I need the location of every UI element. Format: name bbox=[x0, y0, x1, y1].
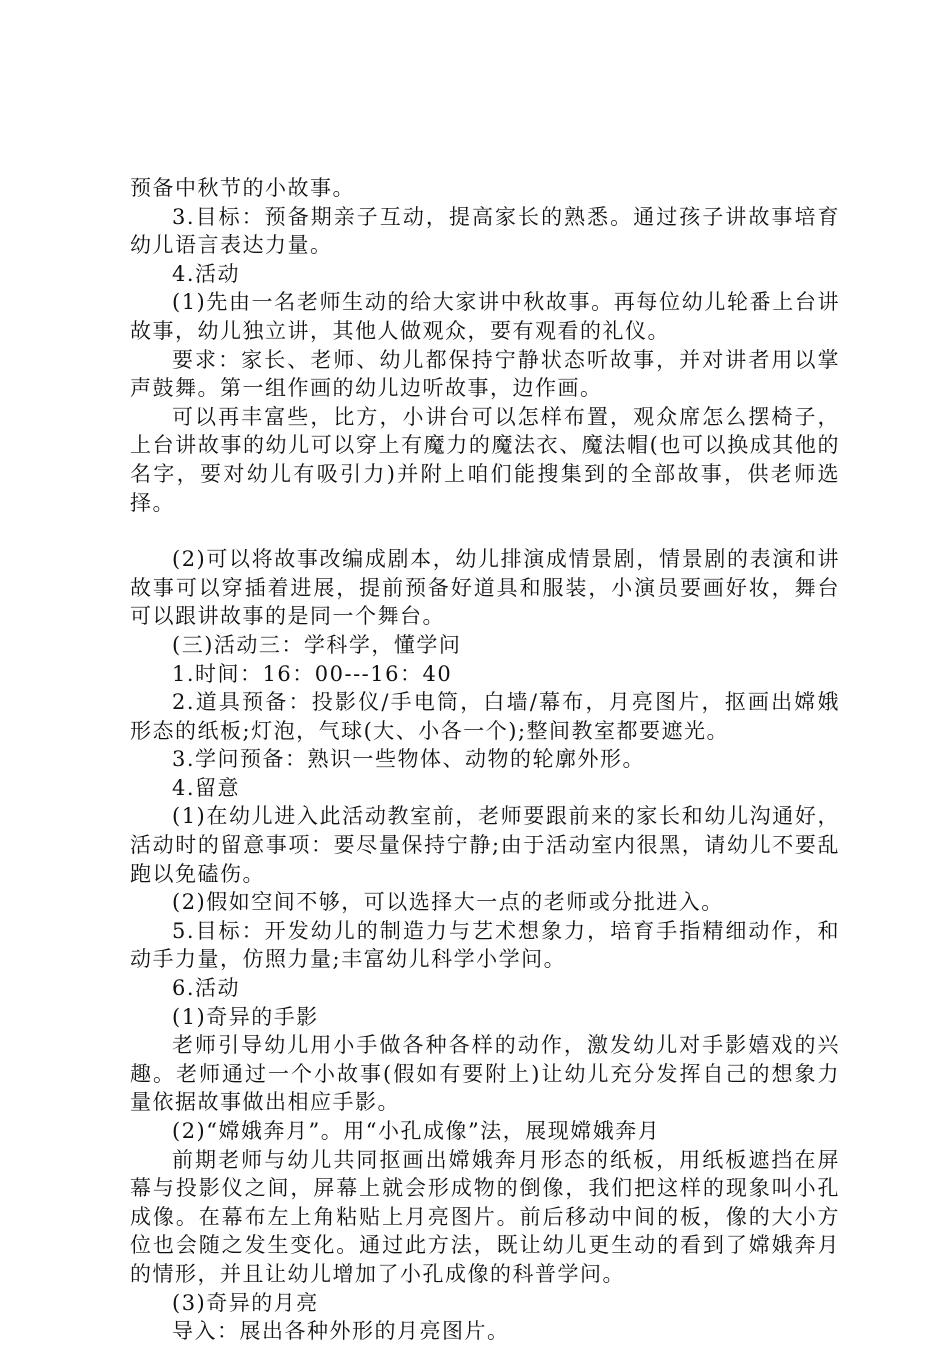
subsection-heading: (1)奇异的手影 bbox=[172, 1004, 319, 1029]
paragraph: 3.目标：预备期亲子互动，提高家长的熟悉。通过孩子讲故事培育幼儿语言表达力量。 bbox=[130, 204, 840, 258]
paragraph: 1.时间：16：00---16：40 bbox=[172, 661, 453, 686]
paragraph: 可以再丰富些，比方，小讲台可以怎样布置，观众席怎么摆椅子，上台讲故事的幼儿可以穿上有魔力的魔法衣、魔法帽(也可以换成其他的名字，要对幼儿有吸引力)并附上咱们能搜集到的全部故事，供老师选择。 bbox=[130, 404, 840, 515]
subsection-heading: (3)奇异的月亮 bbox=[172, 1290, 319, 1315]
paragraph: 导入：展出各种外形的月亮图片。 bbox=[172, 1319, 510, 1344]
paragraph: 要求：家长、老师、幼儿都保持宁静状态听故事，并对讲者用以掌声鼓舞。第一组作画的幼儿边听故事，边作画。 bbox=[130, 347, 840, 401]
paragraph: (2)假如空间不够，可以选择大一点的老师或分批进入。 bbox=[172, 890, 724, 915]
paragraph: 5.目标：开发幼儿的制造力与艺术想象力，培育手指精细动作，和动手力量，仿照力量;丰富幼儿科学小学问。 bbox=[130, 918, 840, 972]
subsection-heading: (2)“嫦娥奔月”。用“小孔成像”法，展现嫦娥奔月 bbox=[172, 1119, 661, 1143]
section-heading: (三)活动三：学科学，懂学问 bbox=[172, 632, 462, 657]
paragraph: 3.学问预备：熟识一些物体、动物的轮廓外形。 bbox=[172, 747, 646, 772]
paragraph: 预备中秋节的小故事。 bbox=[130, 176, 355, 200]
paragraph: (1)先由一名老师生动的给大家讲中秋故事。再每位幼儿轮番上台讲故事，幼儿独立讲，其他人做观众，要有观看的礼仪。 bbox=[130, 290, 840, 343]
paragraph: 2.道具预备：投影仪/手电筒，白墙/幕布，月亮图片，抠画出嫦娥形态的纸板;灯泡，气球(大、小各一个);整间教室都要遮光。 bbox=[130, 690, 840, 743]
document-body bbox=[130, 174, 840, 1346]
section-heading: 4.活动 bbox=[172, 261, 241, 286]
paragraph: 前期老师与幼儿共同抠画出嫦娥奔月形态的纸板，用纸板遮挡在屏幕与投影仪之间，屏幕上就会形成物的倒像，我们把这样的现象叫小孔成像。在幕布左上角粘贴上月亮图片。前后移动中间的板，像的大小方位也会随之发生变化。通过此方法，既让幼儿更生动的看到了嫦娥奔月的情形，并且让幼儿增加了小孔成像的科普学问。 bbox=[130, 1147, 840, 1286]
paragraph: 老师引导幼儿用小手做各种各样的动作，激发幼儿对手影嬉戏的兴趣。老师通过一个小故事(假如有要附上)让幼儿充分发挥自己的想象力量依据故事做出相应手影。 bbox=[130, 1033, 840, 1115]
section-heading: 6.活动 bbox=[172, 976, 241, 1001]
paragraph: (1)在幼儿进入此活动教室前，老师要跟前来的家长和幼儿沟通好，活动时的留意事项：要尽量保持宁静;由于活动室内很黑，请幼儿不要乱跑以免磕伤。 bbox=[130, 804, 840, 886]
paragraph: (2)可以将故事改编成剧本，幼儿排演成情景剧，情景剧的表演和讲故事可以穿插着进展，提前预备好道具和服装，小演员要画好妆，舞台可以跟讲故事的是同一个舞台。 bbox=[130, 547, 840, 629]
section-heading: 4.留意 bbox=[172, 775, 241, 800]
